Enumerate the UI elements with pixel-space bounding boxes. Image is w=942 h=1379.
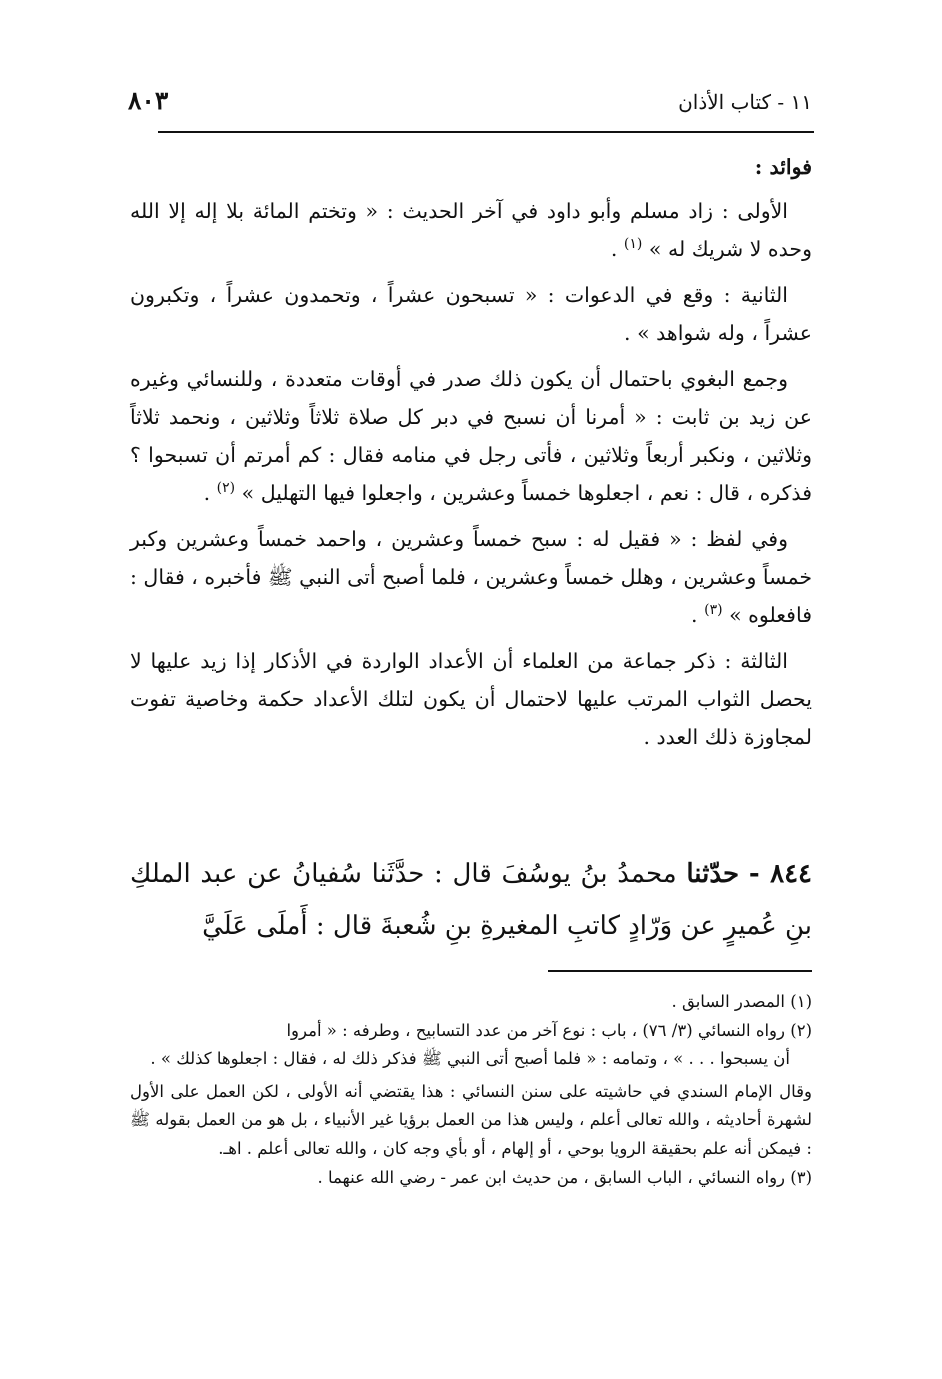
main-text [130, 148, 812, 764]
paragraph: وفي لفظ : « فقيل له : سبح خمساً وعشرين ، واحمد خمساً وعشرين وكبر خمساً وعشرين ، وهلل خمساً وعشرين ، فلما أصبح أتى النبي ﷺ فأخبره ، فقال : فافعلوه » $^{(٣)}$ . [130, 527, 812, 627]
chapter-title: ١١ - كتاب الأذان [678, 90, 812, 114]
header-divider [158, 131, 814, 133]
section-heading: فوائد : [754, 155, 812, 179]
footnotes [130, 988, 812, 1192]
footnote-divider [548, 970, 812, 972]
footnote-ref: (٣) [704, 602, 723, 619]
footnote-2-continuation: أن يسبحوا . . . » ، وتمامه : « فلما أصبح أتى النبي ﷺ فذكر ذلك له ، فقال : اجعلوها كذلك » . [150, 1049, 790, 1069]
hadith-chain: محمدُ بنُ يوسُفَ قال : حدَّثَنا سُفيانُ عن عبد الملكِ بنِ عُميرٍ عن وَرّادٍ كاتبِ المغيرةِ بنِ شُعبةَ قال : أَملَى عَلَيَّ [130, 859, 812, 941]
hadith-number: ٨٤٤ - [748, 859, 813, 889]
page-header [128, 86, 814, 126]
footnote-ref: (٢) [216, 480, 236, 497]
paragraph: الأولى : زاد مسلم وأبو داود في آخر الحديث : « وتختم المائة بلا إله إلا الله وحده لا شريك له » $^{(١)}$ . [130, 199, 812, 261]
footnote-ref: (١) [623, 236, 643, 253]
paragraph: الثانية : وقع في الدعوات : « تسبحون عشراً ، وتحمدون عشراً ، وتكبرون عشراً ، وله شواهد » . [130, 283, 812, 345]
paragraph: وجمع البغوي باحتمال أن يكون ذلك صدر في أوقات متعددة ، وللنسائي وغيره عن زيد بن ثابت : « أمرنا أن نسبح في دبر كل صلاة ثلاثاً وثلاثين ، ونحمد ثلاثاً وثلاثين ، ونكبر أربعاً وثلاثين ، فأتى رجل في منامه فقال : كم أمرتم أن تسبحوا ؟ فذكره ، قال : نعم ، اجعلوها خمساً وعشرين ، واجعلوا فيها التهليل » $^{(٢)}$ . [130, 367, 812, 505]
hadith-narration-lead: حدّثنا [686, 859, 740, 889]
footnote-2: (٢) رواه النسائي (٣/ ٧٦) ، باب : نوع آخر من عدد التسابيح ، وطرفه : « أمروا [286, 1020, 812, 1040]
paragraph: الثالثة : ذكر جماعة من العلماء أن الأعداد الواردة في الأذكار إذا زيد عليها لا يحصل الثواب المرتب عليها لاحتمال أن يكون لتلك الأعداد حكمة وخاصية تفوت لمجاوزة ذلك العدد . [130, 649, 812, 749]
hadith-text [130, 848, 812, 952]
footnote-1: (١) المصدر السابق . [671, 992, 812, 1011]
footnote-2-commentary: وقال الإمام السندي في حاشيته على سنن النسائي : هذا يقتضي أنه الأولى ، لكن العمل على الأول لشهرة أحاديثه ، والله تعالى أعلم ، وليس هذا من العمل برؤيا غير الأنبياء ، بل هو من العمل بقوله ﷺ : فيمكن أنه علم بحقيقة الرويا بوحي ، أو إلهام ، أو بأي وجه كان ، والله تعالى أعلم . اهـ. [130, 1081, 812, 1158]
page-number: ٨٠٣ [128, 86, 169, 115]
footnote-3: (٣) رواه النسائي ، الباب السابق ، من حديث ابن عمر - رضي الله عنهما . [317, 1167, 812, 1187]
